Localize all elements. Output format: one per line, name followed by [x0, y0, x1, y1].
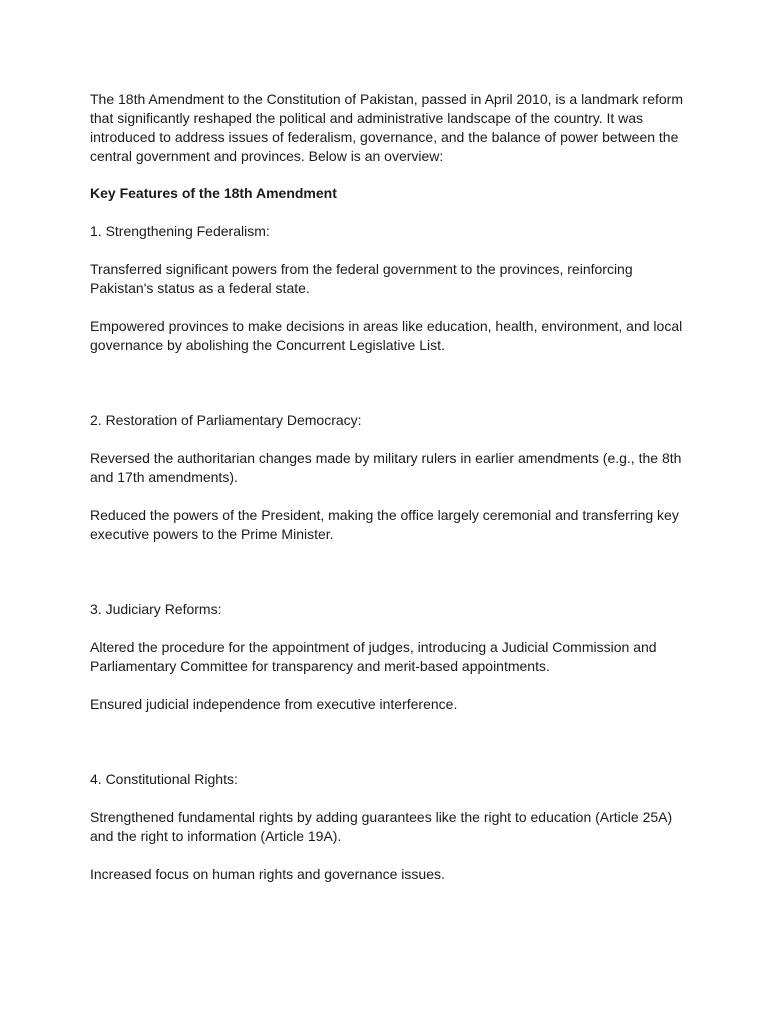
section-judiciary-reforms	[90, 600, 690, 714]
section-paragraph: Altered the procedure for the appointment of judges, introducing a Judicial Commission and Parliamentary Committee for transparency and merit-based appointments.	[90, 639, 657, 674]
section-constitutional-rights	[90, 770, 690, 884]
section-paragraph: Increased focus on human rights and governance issues.	[90, 866, 445, 882]
section-title: 2. Restoration of Parliamentary Democracy:	[90, 412, 362, 428]
document-body	[90, 90, 690, 903]
intro-paragraph: The 18th Amendment to the Constitution of Pakistan, passed in April 2010, is a landmark reform that significantly reshaped the political and administrative landscape of the country. It was introduced to address issues of federalism, governance, and the balance of power between the central government and provinces. Below is an overview:	[90, 91, 683, 164]
section-title: 4. Constitutional Rights:	[90, 771, 238, 787]
section-title: 1. Strengthening Federalism:	[90, 223, 270, 239]
section-paragraph: Ensured judicial independence from executive interference.	[90, 696, 458, 712]
section-federalism	[90, 222, 690, 355]
section-paragraph: Reversed the authoritarian changes made by military rulers in earlier amendments (e.g., the 8th and 17th amendments).	[90, 450, 682, 485]
section-paragraph: Reduced the powers of the President, making the office largely ceremonial and transferring key executive powers to the Prime Minister.	[90, 507, 679, 542]
section-heading: Key Features of the 18th Amendment	[90, 185, 337, 201]
section-title: 3. Judiciary Reforms:	[90, 601, 222, 617]
section-parliamentary-democracy	[90, 411, 690, 544]
section-paragraph: Empowered provinces to make decisions in areas like education, health, environment, and local governance by abolishing the Concurrent Legislative List.	[90, 318, 683, 353]
section-paragraph: Strengthened fundamental rights by adding guarantees like the right to education (Article 25A) and the right to information (Article 19A).	[90, 809, 673, 844]
section-paragraph: Transferred significant powers from the federal government to the provinces, reinforcing Pakistan's status as a federal state.	[90, 261, 633, 296]
